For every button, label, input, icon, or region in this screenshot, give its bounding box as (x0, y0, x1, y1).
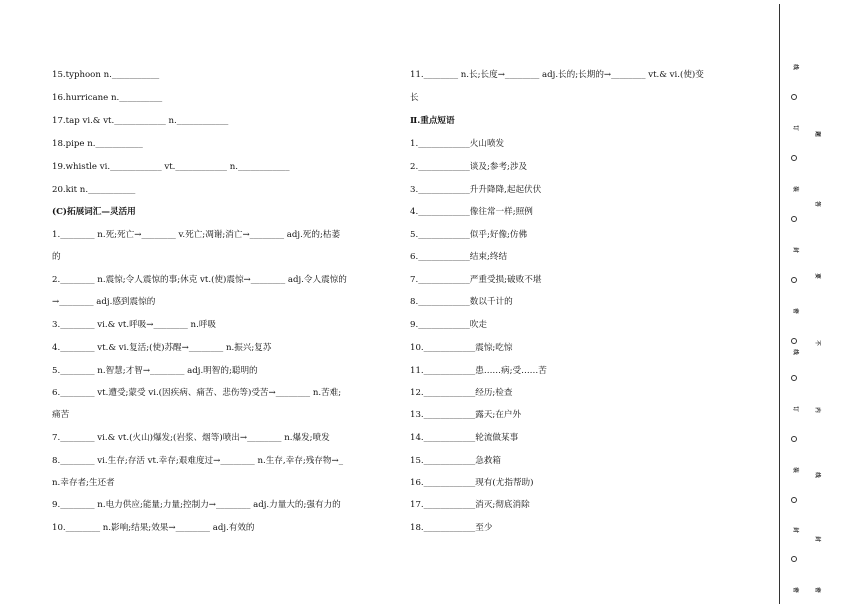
vocab-line: 长 (410, 93, 419, 103)
gutter-char: 线 (813, 472, 820, 478)
binding-circle (791, 155, 797, 161)
vocab-line: →________ adj.感到震惊的 (52, 297, 156, 307)
binding-circle (791, 436, 797, 442)
gutter-char: 装 (791, 186, 798, 192)
vocab-line: 17.tap vi.& vt.____________ n.____________ (52, 116, 229, 126)
gutter-char: 密 (791, 308, 798, 314)
vocab-line: 20.kit n.___________ (52, 185, 136, 195)
gutter-char: 装 (791, 467, 798, 473)
vocab-line: 8.________ vi.生存;存活 vt.幸存;艰难度过→________ n.生存,幸存;残存物→_ (52, 456, 343, 466)
vocab-line: 10.________ n.影响;结果;效果→________ adj.有效的 (52, 523, 255, 533)
binding-circle (791, 375, 797, 381)
binding-line (779, 4, 780, 604)
vocab-line: 16.hurricane n.__________ (52, 93, 163, 103)
section-heading: (C)拓展词汇—灵活用 (52, 207, 136, 217)
gutter-char: 封 (791, 247, 798, 253)
phrase-line: 10.____________震惊;吃惊 (410, 343, 513, 353)
section-heading: Ⅱ.重点短语 (410, 116, 455, 126)
vocab-line: 6.________ vt.遭受;蒙受 vi.(因疾病、痛苦、悲伤等)受苦→________ n.苦难; (52, 388, 342, 398)
vocab-line: 痛苦 (52, 410, 70, 420)
gutter-char: 要 (813, 273, 820, 279)
phrase-line: 9.____________吹走 (410, 320, 487, 330)
binding-circle (791, 94, 797, 100)
binding-circle (791, 556, 797, 562)
phrase-line: 17.____________消灭;彻底消除 (410, 500, 530, 510)
phrase-line: 11.____________患……病;受……苦 (410, 366, 547, 376)
gutter-char: 题 (813, 131, 820, 137)
phrase-line: 12.____________经历;检查 (410, 388, 513, 398)
vocab-line: 的 (52, 252, 61, 262)
gutter-char: 线 (791, 349, 798, 355)
vocab-line: 11.________ n.长;长度→________ adj.长的;长期的→________ vt.& vi.(使)变 (410, 70, 704, 80)
binding-gutter (783, 0, 860, 608)
phrase-line: 3.____________升升降降,起起伏伏 (410, 185, 542, 195)
binding-circle (791, 216, 797, 222)
phrase-line: 1.____________火山喷发 (410, 139, 505, 149)
gutter-char: 线 (791, 64, 798, 70)
vocab-line: 3.________ vi.& vt.呼吸→________ n.呼吸 (52, 320, 217, 330)
gutter-char: 封 (813, 536, 820, 542)
phrase-line: 16.____________现有(尤指帮助) (410, 478, 534, 488)
phrase-line: 5.____________似乎;好像;仿佛 (410, 230, 528, 240)
gutter-char: 内 (813, 407, 820, 413)
vocab-line: 5.________ n.智慧;才智→________ adj.明智的;聪明的 (52, 366, 258, 376)
gutter-char: 订 (791, 406, 798, 412)
phrase-line: 6.____________结束;终结 (410, 252, 508, 262)
phrase-line: 7.____________严重受损;破败不堪 (410, 275, 542, 285)
binding-circle (791, 277, 797, 283)
gutter-char: 密 (791, 587, 798, 593)
binding-circle (791, 497, 797, 503)
phrase-line: 14.____________轮流做某事 (410, 433, 519, 443)
vocab-line: 1.________ n.死;死亡→________ v.死亡;凋谢;消亡→________ adj.死的;枯萎 (52, 230, 341, 240)
phrase-line: 13.____________露天;在户外 (410, 410, 522, 420)
phrase-line: 8.____________数以千计的 (410, 297, 513, 307)
phrase-line: 4.____________像往常一样;照例 (410, 207, 533, 217)
vocab-line: 19.whistle vi.____________ vt.____________ n.____________ (52, 162, 290, 172)
phrase-line: 15.____________急救箱 (410, 456, 502, 466)
phrase-line: 2.____________谈及;参考;涉及 (410, 162, 528, 172)
vocab-line: 15.typhoon n.___________ (52, 70, 160, 80)
vocab-line: 9.________ n.电力供应;能量;力量;控制力→________ adj.力量大的;强有力的 (52, 500, 341, 510)
gutter-char: 不 (813, 340, 820, 346)
vocab-line: 7.________ vi.& vt.(火山)爆发;(岩浆、烟等)喷出→________ n.爆发;喷发 (52, 433, 330, 443)
gutter-char: 密 (813, 587, 820, 593)
vocab-line: n.幸存者;生还者 (52, 478, 115, 488)
gutter-char: 封 (791, 527, 798, 533)
binding-circle (791, 338, 797, 344)
phrase-line: 18.____________至少 (410, 523, 493, 533)
gutter-char: 订 (791, 125, 798, 131)
vocab-line: 2.________ n.震惊;令人震惊的事;休克 vt.(使)震惊→________ adj.令人震惊的 (52, 275, 347, 285)
vocab-line: 4.________ vt.& vi.复活;(使)苏醒→________ n.振兴;复苏 (52, 343, 272, 353)
vocab-line: 18.pipe n.___________ (52, 139, 143, 149)
gutter-char: 答 (813, 201, 820, 207)
